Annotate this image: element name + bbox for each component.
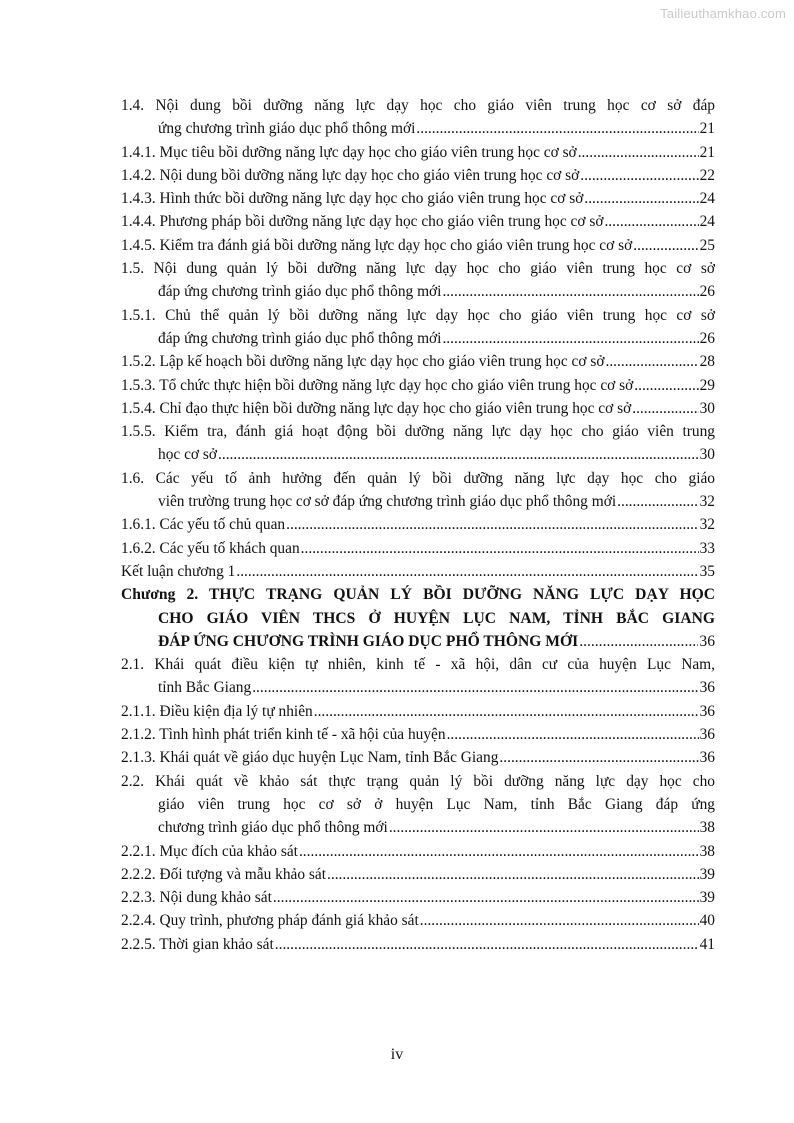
chapter-heading[interactable] — [121, 630, 715, 653]
toc-entry[interactable] — [121, 909, 715, 932]
toc-entry-text: 1.5.4. Chỉ đạo thực hiện bồi dưỡng năng lực dạy học cho giáo viên trung học cơ sở — [121, 399, 632, 417]
toc-entry-continuation[interactable] — [121, 327, 715, 350]
toc-page-number: 30 — [699, 399, 715, 417]
toc-entry[interactable] — [121, 397, 715, 420]
dot-leader — [578, 141, 699, 164]
toc-entry[interactable] — [121, 164, 715, 187]
toc-page-number: 36 — [699, 679, 715, 697]
dot-leader — [604, 210, 698, 233]
toc-page-number: 41 — [699, 935, 715, 953]
toc-entry-continuation[interactable] — [121, 793, 715, 816]
toc-entry-continuation[interactable] — [121, 117, 715, 140]
toc-page-number: 36 — [699, 702, 715, 720]
chapter-heading[interactable] — [121, 607, 715, 630]
dot-leader — [634, 374, 698, 397]
toc-entry-text: 2.2.5. Thời gian khảo sát — [121, 935, 274, 953]
toc-entry[interactable] — [121, 210, 715, 233]
dot-leader — [275, 933, 699, 956]
toc-entry-text: 1.4.5. Kiểm tra đánh giá bồi dưỡng năng lực dạy học cho giáo viên trung học cơ sở — [121, 236, 633, 254]
toc-entry[interactable] — [121, 886, 715, 909]
dot-leader — [499, 746, 698, 769]
toc-entry-text: 1.5.5. Kiểm tra, đánh giá hoạt động bồi dưỡng năng lực dạy học cho giáo viên trung — [121, 423, 715, 441]
toc-entry-text: 1.5.3. Tổ chức thực hiện bồi dưỡng năng lực dạy học cho giáo viên trung học cơ sở — [121, 376, 634, 394]
dot-leader — [584, 187, 698, 210]
chapter-heading-line: ĐÁP ỨNG CHƯƠNG TRÌNH GIÁO DỤC PHỔ THÔNG MỚI — [158, 632, 579, 650]
toc-page-number: 32 — [699, 516, 715, 534]
toc-entry-text: 2.2.1. Mục đích của khảo sát — [121, 842, 298, 860]
dot-leader — [442, 327, 698, 350]
toc-entry-text: 1.6.2. Các yếu tố khách quan — [121, 539, 300, 557]
toc-entry-text: 1.6. Các yếu tố ảnh hưởng đến quản lý bồi dưỡng năng lực dạy học cho giáo — [121, 469, 715, 487]
toc-entry-text: 1.5. Nội dung quản lý bồi dưỡng năng lực dạy học cho giáo viên trung học cơ sở — [121, 260, 715, 278]
toc-entry-text: 1.4.4. Phương pháp bồi dưỡng năng lực dạy học cho giáo viên trung học cơ sở — [121, 213, 604, 231]
toc-page-number: 33 — [699, 539, 715, 557]
dot-leader — [327, 863, 699, 886]
dot-leader — [580, 164, 698, 187]
toc-entry[interactable] — [121, 746, 715, 769]
toc-page-number: 39 — [699, 889, 715, 907]
toc-entry-text: Kết luận chương 1 — [121, 562, 236, 580]
table-of-contents — [121, 94, 715, 956]
dot-leader — [442, 280, 698, 303]
chapter-heading[interactable] — [121, 583, 715, 606]
dot-leader — [632, 397, 698, 420]
toc-entry-text: 2.2.2. Đối tượng và mẫu khảo sát — [121, 865, 326, 883]
toc-entry[interactable] — [121, 933, 715, 956]
toc-page-number: 24 — [699, 190, 715, 208]
toc-entry-text: 2.1.3. Khái quát về giáo dục huyện Lục Nam, tỉnh Bắc Giang — [121, 749, 499, 767]
toc-page-number: 24 — [699, 213, 715, 231]
toc-entry-text: 2.2.3. Nội dung khảo sát — [121, 889, 272, 907]
dot-leader — [617, 490, 698, 513]
toc-entry-text: 1.5.2. Lập kế hoạch bồi dưỡng năng lực dạy học cho giáo viên trung học cơ sở — [121, 353, 605, 371]
dot-leader — [633, 234, 698, 257]
dot-leader — [579, 630, 698, 653]
toc-page-number: 35 — [699, 562, 715, 580]
toc-entry-continuation[interactable] — [121, 816, 715, 839]
toc-entry[interactable] — [121, 350, 715, 373]
toc-entry-text: 1.4. Nội dung bồi dưỡng năng lực dạy học cho giáo viên trung học cơ sở đáp — [121, 97, 715, 114]
toc-entry-text: 2.1.2. Tình hình phát triển kinh tế - xã hội của huyện — [121, 726, 446, 744]
toc-entry-continuation[interactable] — [121, 443, 715, 466]
toc-page-number: 38 — [699, 819, 715, 837]
page-number: iv — [390, 1046, 404, 1063]
toc-page-number: 21 — [699, 120, 715, 138]
toc-entry[interactable] — [121, 863, 715, 886]
toc-entry[interactable] — [121, 187, 715, 210]
toc-entry[interactable] — [121, 234, 715, 257]
dot-leader — [416, 117, 698, 140]
toc-entry-text: đáp ứng chương trình giáo dục phổ thông mới — [158, 329, 442, 347]
dot-leader — [286, 513, 698, 536]
toc-entry[interactable] — [121, 560, 715, 583]
toc-entry-text: 1.4.3. Hình thức bồi dưỡng năng lực dạy học cho giáo viên trung học cơ sở — [121, 190, 584, 208]
toc-entry-text: ứng chương trình giáo dục phổ thông mới — [158, 120, 416, 138]
toc-page-number: 40 — [699, 912, 715, 930]
toc-page-number: 32 — [699, 493, 715, 511]
toc-entry[interactable] — [121, 700, 715, 723]
toc-entry[interactable] — [121, 513, 715, 536]
dot-leader — [389, 816, 699, 839]
toc-entry-text: 2.1. Khái quát điều kiện tự nhiên, kinh tế - xã hội, dân cư của huyện Lục Nam, — [121, 656, 715, 674]
toc-entry-text: 2.2. Khái quát về khảo sát thực trạng quản lý bồi dưỡng năng lực dạy học cho — [121, 772, 715, 790]
toc-entry[interactable] — [121, 537, 715, 560]
toc-page-number: 26 — [699, 283, 715, 301]
toc-page-number: 28 — [699, 353, 715, 371]
toc-entry-text: chương trình giáo dục phổ thông mới — [158, 819, 388, 837]
toc-page-number: 29 — [699, 376, 715, 394]
toc-entry[interactable] — [121, 304, 715, 327]
toc-entry-text: 1.4.1. Mục tiêu bồi dưỡng năng lực dạy học cho giáo viên trung học cơ sở — [121, 143, 577, 161]
toc-page-number: 22 — [699, 166, 715, 184]
toc-entry[interactable] — [121, 467, 715, 490]
toc-entry-text: 2.2.4. Quy trình, phương pháp đánh giá khảo sát — [121, 912, 419, 930]
toc-page-number: 38 — [699, 842, 715, 860]
toc-page-number: 39 — [699, 865, 715, 883]
toc-entry-text: đáp ứng chương trình giáo dục phổ thông mới — [158, 283, 442, 301]
dot-leader — [605, 350, 698, 373]
toc-entry-continuation[interactable] — [121, 490, 715, 513]
toc-page-number: 21 — [699, 143, 715, 161]
chapter-heading-line: Chương 2. THỰC TRẠNG QUẢN LÝ BỒI DƯỠNG NĂNG LỰC DẠY HỌC — [121, 586, 715, 604]
dot-leader — [273, 886, 699, 909]
dot-leader — [447, 723, 699, 746]
dot-leader — [299, 840, 699, 863]
toc-entry-continuation[interactable] — [121, 280, 715, 303]
dot-leader — [218, 443, 699, 466]
toc-entry[interactable] — [121, 420, 715, 443]
toc-entry-text: viên trường trung học cơ sở đáp ứng chương trình giáo dục phổ thông mới — [158, 493, 617, 511]
toc-page-number: 25 — [699, 236, 715, 254]
toc-entry[interactable] — [121, 653, 715, 676]
toc-entry-text: 1.4.2. Nội dung bồi dưỡng năng lực dạy học cho giáo viên trung học cơ sở — [121, 166, 580, 184]
toc-entry[interactable] — [121, 723, 715, 746]
toc-page-number: 36 — [699, 632, 715, 650]
toc-page-number: 36 — [699, 749, 715, 767]
toc-entry[interactable] — [121, 840, 715, 863]
toc-entry-text: học cơ sở — [158, 446, 218, 464]
toc-entry[interactable] — [121, 94, 715, 117]
toc-entry[interactable] — [121, 257, 715, 280]
toc-entry-continuation[interactable] — [121, 676, 715, 699]
toc-entry-text: 1.5.1. Chủ thể quản lý bồi dưỡng năng lực dạy học cho giáo viên trung học cơ sở — [121, 306, 715, 324]
dot-leader — [420, 909, 699, 932]
toc-entry-text: 2.1.1. Điều kiện địa lý tự nhiên — [121, 702, 313, 720]
toc-entry-text: giáo viên trung học cơ sở ở huyện Lục Nam, tỉnh Bắc Giang đáp ứng — [158, 795, 715, 813]
watermark: Tailieuthamkhao.com — [660, 6, 786, 21]
toc-entry-text: tỉnh Bắc Giang — [158, 679, 252, 697]
toc-page-number: 30 — [699, 446, 715, 464]
dot-leader — [236, 560, 698, 583]
toc-entry[interactable] — [121, 770, 715, 793]
toc-entry-text: 1.6.1. Các yếu tố chủ quan — [121, 516, 286, 534]
dot-leader — [314, 700, 699, 723]
toc-page-number: 26 — [699, 329, 715, 347]
dot-leader — [301, 537, 699, 560]
chapter-heading-line: CHO GIÁO VIÊN THCS Ở HUYỆN LỤC NAM, TỈNH BẮC GIANG — [158, 609, 715, 627]
toc-entry[interactable] — [121, 374, 715, 397]
toc-page-number: 36 — [699, 726, 715, 744]
dot-leader — [252, 676, 698, 699]
toc-entry[interactable] — [121, 141, 715, 164]
